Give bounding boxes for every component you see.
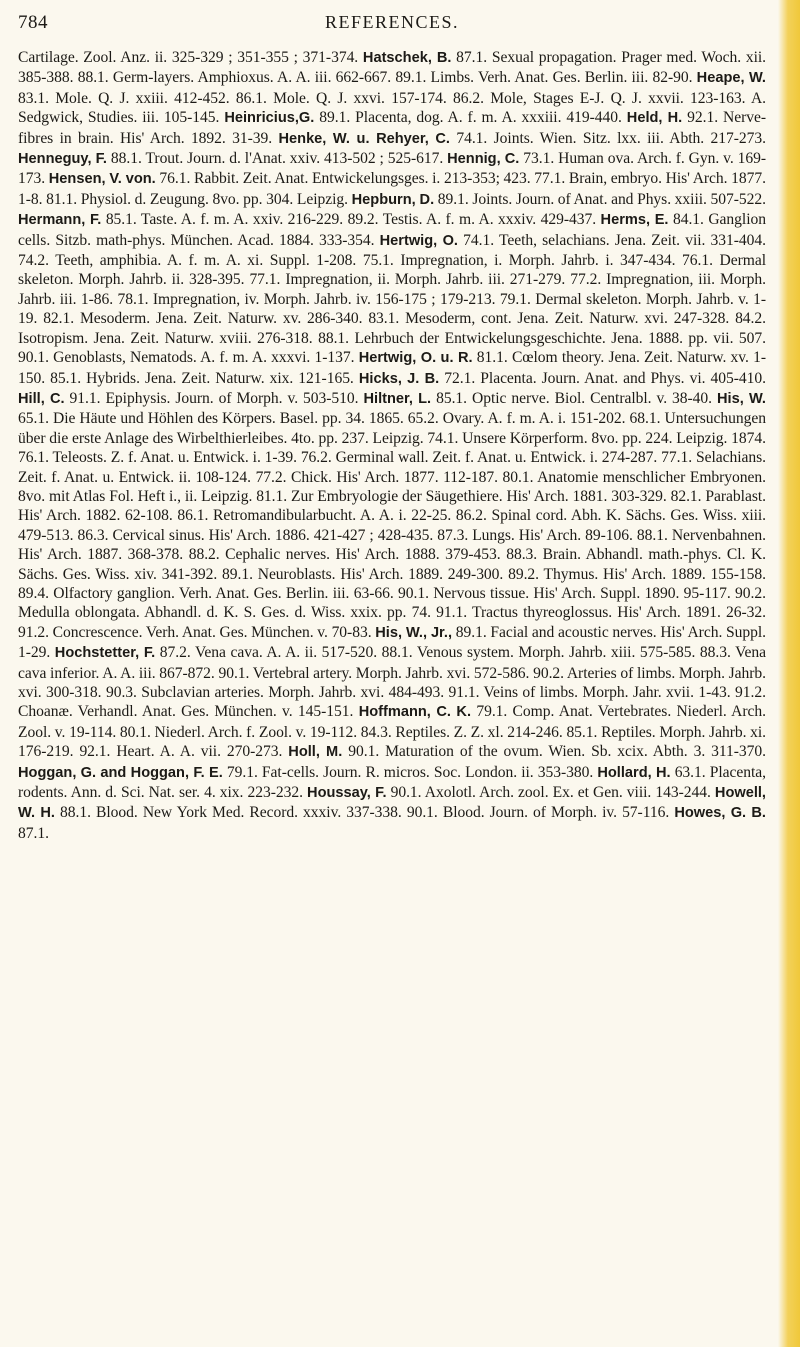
reference-text: 84.2. Isotropism. Jena. Zeit. Naturw. xviii. 276-318. [18,310,767,347]
reference-text: 91.2. Choanæ. Verhandl. Anat. Ges. München. v. 145-151. [18,684,766,721]
reference-text: 74.1. Joints. Wien. Sitz. lxx. iii. Abth. 217-273. [456,129,766,147]
reference-text: 76.1. Dermal skeleton. Morph. Jahrb. ii. 328-395. [18,252,766,289]
reference-text: 87.1. Sexual propagation. Prager med. Woch. xii. 385-388. [18,49,766,87]
reference-entry [49,170,531,187]
reference-text: 87.2. Vena cava. A. A. ii. 517-520. [159,644,378,662]
reference-text: 86.2. Spinal cord. Abh. K. Sächs. Ges. Wiss. xiii. 479-513. [18,507,767,544]
reference-author: Heape, W. [696,70,766,87]
reference-text: 76.2. Germinal wall. Zeit. f. Anat. u. Entwick. i. 274-287. [300,449,658,467]
reference-entry [106,684,444,701]
reference-author: Hicks, J. B. [358,370,440,387]
page-header [18,10,766,40]
reference-entry [18,211,343,228]
reference-text: 81.1. Physiol. d. Zeugung. 8vo. pp. 304. Leipzig. [46,190,348,208]
page [18,10,766,843]
reference-text: 90.1. Genoblasts, Nematods. A. f. m. A. xxxvi. 1-137. [18,349,355,367]
reference-entry [120,724,357,741]
reference-entry [307,784,711,801]
reference-author: Hensen, V. von. [48,171,156,188]
reference-author: His, W. [717,390,766,407]
reference-text: 76.1. Teleosts. Z. f. Anat. u. Entwick. i. 1-39. [18,449,297,467]
reference-text: 89.2. Thymus. His' Arch. 1889. 155-158. [508,565,766,583]
reference-author: Holl, M. [288,744,343,761]
reference-entry [18,390,359,407]
reference-text: 88.3. Brain. Abhandl. math.-phys. Cl. K. Sächs. Ges. Wiss. xiv. 341-392. [18,546,767,583]
reference-author: Hoffmann, C. K. [358,704,472,721]
reference-entry [78,527,434,544]
reference-text: 90.1. Nervous tissue. His' Arch. Suppl. 1890. 95-117. [397,584,731,602]
reference-entry [43,310,362,327]
reference-text: 74.1. Teeth, selachians. Jena. Zeit. vii. 331-404. [463,231,766,249]
reference-text: 85.1. Reptiles. Morph. Jahrb. xi. 176-219. [18,723,767,761]
reference-entry [408,410,626,427]
reference-text: 89.4. Olfactory ganglion. Verh. Anat. Ges. Berlin. iii. 63-66. [18,584,394,602]
reference-entry [436,604,766,621]
reference-entry [46,191,348,208]
reference-text: Cartilage. Zool. Anz. ii. 325-329 ; 351-355 ; 371-374. [18,49,359,66]
reference-text: 83.1. Mole. Q. J. xxiii. 412-452. [18,89,230,107]
reference-text: 88.1. Trout. Journ. d. l'Anat. xxiv. 413-502 ; 525-617. [110,150,444,168]
reference-text: 74.1. Unsere Körperform. 8vo. pp. 224. Leipzig. 1874. [427,429,766,447]
reference-entry [363,390,712,407]
reference-text: 88.1. Blood. New York Med. Record. xxxiv. 337-338. [60,804,402,822]
reference-text: 84.3. Reptiles. Z. Z. xl. 214-246. [360,723,563,741]
reference-author: Hollard, H. [597,764,671,781]
reference-text: 91.1. Tractus thyreoglossus. His' Arch. 1891. 26-32. [436,604,767,622]
reference-entry [18,349,354,366]
reference-entry [256,488,667,505]
page-number: 784 [18,12,48,33]
reference-entry [427,430,766,447]
reference-text: 88.2. Cephalic nerves. His' Arch. 1888. 379-453. [188,546,501,564]
reference-entry [256,469,498,486]
reference-entry [448,684,730,701]
reference-text: 92.1. Nerve-fibres in brain. His' Arch. 1892. 31-39. [18,109,767,147]
reference-text: 65.1. Die Häute und Höhlen des Körpers. Basel. pp. 34. 1865. [18,410,404,428]
reference-text: 83.1. Mesoderm, cont. Jena. Zeit. Naturw. xvi. 247-328. [368,310,730,328]
reference-entry [189,546,501,563]
reference-entry [508,566,766,583]
reference-text: 86.1. Mole. Q. J. xxvi. 157-174. [235,89,447,107]
reference-entry [218,665,529,682]
reference-entry [18,449,297,466]
reference-author: Hill, C. [18,390,65,407]
reference-author: Howes, G. B. [674,805,766,822]
reference-entry [236,90,447,107]
reference-author: Hatschek, B. [362,50,452,66]
reference-entry [361,724,563,741]
reference-author: Hepburn, D. [351,191,435,208]
reference-author: Henneguy, F. [18,151,107,168]
reference-entry [352,191,766,208]
reference-author: Heinricius,G. [224,110,315,127]
reference-text: 87.1. [18,824,49,842]
reference-entry [288,743,766,760]
reference-text: 80.1. Niederl. Arch. f. Zool. v. 19-112. [119,723,358,741]
reference-text: 68.1. Untersuchungen über die erste Anlage des Wirbelthierleibes. 4to. pp. 237. Leipzig. [18,410,766,447]
reference-entry [318,330,766,347]
reference-text: 89.1. Limbs. Verh. Anat. Ges. Berlin. iii. 82-90. [395,69,693,87]
reference-text: 89.1. Placenta, dog. A. f. m. A. xxxiii. 419-440. [319,109,622,127]
reference-entry [382,644,696,661]
reference-author: Hermann, F. [18,212,102,229]
reference-text: 91.1. Epiphysis. Journ. of Morph. v. 503-510. [69,389,359,407]
reference-text: 72.1. Placenta. Journ. Anat. and Phys. vi. 405-410. [444,369,767,387]
reference-entry [18,624,372,641]
reference-entry [78,69,391,86]
reference-text: 89.1. Joints. Journ. of Anat. and Phys. xxiii. 507-522. [437,190,766,208]
reference-text: 90.1. Axolotl. Arch. zool. Ex. et Gen. viii. 143-244. [390,784,711,802]
reference-text: 90.1. Vertebral artery. Morph. Jahrb. xvi. 572-586. [218,664,530,682]
reference-entry [279,130,766,147]
references-text [18,48,766,843]
reference-text: 73.1. Human ova. Arch. f. Gyn. v. 169-173. [18,150,766,188]
reference-text: 79.1. Dermal skeleton. Morph. Jahrb. v. 1-19. [18,290,766,328]
reference-text: 88.1. Nervenbahnen. His' Arch. 1887. 368-378. [18,526,766,564]
reference-entry [50,370,354,387]
reference-entry [18,150,443,167]
reference-text: 82.1. Mesoderm. Jena. Zeit. Naturw. xv. 286-340. [43,310,363,328]
reference-text: 78.1. Impregnation, iv. Morph. Jahrb. iv. 156-175 ; 179-213. [117,290,496,308]
reference-author: Hochstetter, F. [54,645,156,662]
reference-text: 87.3. Lungs. His' Arch. 89-106. [437,526,633,544]
reference-text: 86.3. Cervical sinus. His' Arch. 1886. 421-427 ; 428-435. [77,526,434,544]
reference-entry [368,310,729,327]
reference-author: Hertwig, O. [379,232,458,249]
reference-author: Hennig, C. [447,151,520,168]
reference-text: 86.1. Retromandibularbucht. A. A. i. 22-25. [177,507,452,525]
reference-text: 81.1. Zur Embryologie der Säugethiere. His' Arch. 1881. 303-329. [256,487,667,505]
reference-entry [363,252,676,269]
reference-entry [18,585,394,602]
reference-entry [177,507,451,524]
reference-text: 82.1. Parablast. His' Arch. 1882. 62-108. [18,487,766,525]
reference-entry [18,252,356,269]
book-spine-edge [778,0,800,1347]
reference-entry [18,49,358,66]
reference-text: 91.2. Concrescence. Verh. Anat. Ges. München. v. 70-83. [18,623,372,641]
reference-entry [395,69,692,86]
reference-text: 84.1. Ganglion cells. Sitzb. math-phys. München. Acad. 1884. 333-354. [18,211,766,249]
reference-text: 77.1. Brain, embryo. His' Arch. 1877. 1-8. [18,170,767,208]
reference-text: 92.1. Heart. A. A. vii. 270-273. [79,743,283,761]
reference-text: 90.2. Medulla oblongata. Abhandl. d. K. S. Ges. d. Wiss. xxix. pp. 74. [18,584,766,622]
reference-text: 89.1. Neuroblasts. His' Arch. 1889. 249-300. [221,565,504,583]
reference-text: 63.1. Placenta, rodents. Ann. d. Sci. Nat. ser. 4. xix. 223-232. [18,763,766,802]
reference-text: 74.2. Teeth, amphibia. A. f. m. A. xi. Suppl. 1-208. [18,252,357,270]
reference-entry [224,109,622,126]
reference-text: 86.2. Mole, Stages E-J. Q. J. xxvii. 123-163. A. Sedgwick, Studies. iii. 105-145. [18,89,767,127]
reference-text: 90.2. Arteries of limbs. Morph. Jahrb. xvi. 300-318. [18,664,767,701]
reference-entry [222,566,503,583]
reference-entry [380,232,766,249]
reference-entry [407,804,669,821]
reference-text: 88.3. Vena cava inferior. A. A. iii. 867-872. [18,644,767,682]
reference-entry [437,527,633,544]
reference-text: 75.1. Impregnation, i. Morph. Jahrb. i. 347-434. [362,252,676,270]
reference-text: 88.1. Lehrbuch der Entwickelungsgeschichte. Jena. 1888. pp. vii. 507. [318,329,766,347]
reference-text: 90.1. Maturation of the ovum. Wien. Sb. xcix. Abth. 3. 311-370. [348,743,767,761]
reference-text: 80.1. Anatomie menschlicher Embryonen. 8vo. mit Atlas Fol. Heft i., ii. Leipzig. [18,468,767,505]
reference-text: 85.1. Optic nerve. Biol. Centralbl. v. 38-40. [436,389,713,407]
reference-author: Hertwig, O. u. R. [358,350,473,367]
reference-entry [398,585,731,602]
reference-text: 65.2. Ovary. A. f. m. A. i. 151-202. [407,410,626,428]
reference-text: 90.1. Blood. Journ. of Morph. iv. 57-116. [406,804,670,822]
reference-text: 89.2. Testis. A. f. m. A. xxxiv. 429-437. [347,211,597,229]
reference-author: Held, H. [626,110,683,127]
reference-text: 88.1. Germ-layers. Amphioxus. A. A. iii. 662-667. [77,69,392,87]
reference-entry [79,743,282,760]
running-head: REFERENCES. [324,12,460,32]
reference-entry [249,271,565,288]
reference-entry [301,449,657,466]
reference-entry [359,370,766,387]
reference-text: 85.1. Hybrids. Jena. Zeit. Naturw. xix. 121-165. [50,369,354,387]
reference-text: 79.1. Fat-cells. Journ. R. micros. Soc. London. ii. 353-380. [226,763,594,781]
reference-author: Howell, W. H. [18,785,766,822]
reference-text: 77.1. Selachians. Zeit. f. Anat. u. Entwick. ii. 108-124. [18,449,766,486]
reference-text: 88.1. Venous system. Morph. Jahrb. xiii. 575-585. [381,644,696,662]
reference-author: His, W., Jr., [375,624,453,641]
reference-text: 77.1. Impregnation, ii. Morph. Jahrb. iii. 271-279. [249,271,566,289]
reference-author: Hoggan, G. and Hoggan, F. E. [18,764,223,781]
reference-text: 76.1. Rabbit. Zeit. Anat. Entwickelungsges. i. 213-353; 423. [159,170,531,188]
reference-author: Henke, W. u. Rehyer, C. [278,130,450,147]
reference-text: 85.1. Taste. A. f. m. A. xxiv. 216-229. [105,211,344,229]
reference-text: 81.1. Cœlom theory. Jena. Zeit. Naturw. xv. 1-150. [18,349,766,387]
reference-text: 77.2. Impregnation, iii. Morph. Jahrb. iii. 1-86. [18,271,766,308]
reference-text: 89.1. Facial and acoustic nerves. His' Arch. Suppl. 1-29. [18,623,766,662]
reference-text: 91.1. Veins of limbs. Morph. Jahr. xvii. 1-43. [448,684,731,701]
reference-entry [18,764,593,781]
reference-entry [118,291,496,308]
reference-author: Houssay, F. [307,785,387,802]
reference-author: Hiltner, L. [363,390,432,407]
reference-entry [348,211,596,228]
reference-author: Herms, E. [600,212,669,229]
reference-text: 90.3. Subclavian arteries. Morph. Jahrb. xvi. 484-493. [105,684,445,701]
reference-entry [55,644,377,661]
reference-text: 79.1. Comp. Anat. Vertebrates. Niederl. Arch. Zool. v. 19-114. [18,703,766,741]
reference-text: 77.2. Chick. His' Arch. 1877. 112-187. [255,468,498,486]
